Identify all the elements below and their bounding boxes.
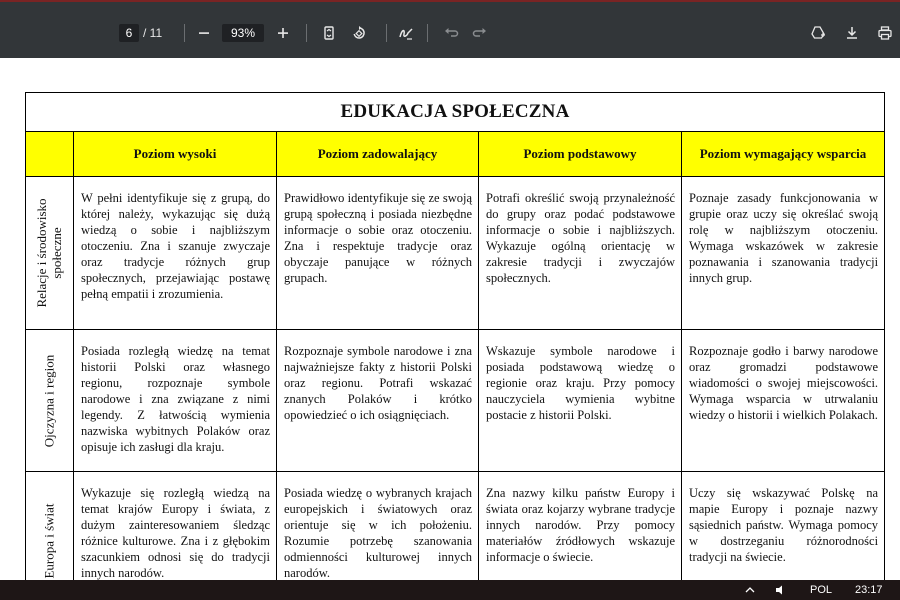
table-cell: Wskazuje symbole narodowe i posiada podstawową wiedzę o regionie oraz kraju. Przy pomocy nauczyciela wymienia wybitne postacie z historii Polski. [479,330,682,472]
download-button[interactable] [844,22,860,44]
table-cell: Wykazuje się rozległą wiedzą na temat krajów Europy i świata, z dużym zainteresowaniem śledząc różnice kulturowe. Zna i z głębokim szacunkiem odnosi się do tradycji innych narodów. [74,472,277,581]
table-row [26,330,885,472]
column-header: Poziom wymagający wsparcia [682,132,885,177]
zoom-out-button[interactable] [196,22,212,44]
clock[interactable]: 23:17 [855,584,883,596]
column-header: Poziom wysoki [74,132,277,177]
rotate-button[interactable] [351,22,367,44]
download-icon [844,25,860,41]
print-icon [877,25,893,41]
draw-icon [398,25,414,41]
table-cell: Posiada wiedzę o wybranych krajach europejskich i światowych oraz orientuje się w ich położeniu. Rozumie potrzebę szanowania odmienności kulturowej innych narodów. [277,472,479,581]
row-label-text: Ojczyzna i region [41,354,57,447]
plus-icon [275,25,291,41]
column-header: Poziom podstawowy [479,132,682,177]
toolbar-divider [427,24,428,42]
header-row [26,132,885,177]
undo-button[interactable] [443,22,459,44]
table-cell: Prawidłowo identyfikuje się ze swoją grupą społeczną i posiada niezbędne informacje o sobie oraz otoczeniu. Zna i respektuje tradycje oraz obyczaje panujące w różnych grupach. [277,177,479,330]
minus-icon [196,25,212,41]
row-label [26,472,74,581]
row-label [26,177,74,330]
undo-icon [443,25,459,41]
rotate-icon [351,25,367,41]
pdf-toolbar [0,0,900,58]
toolbar-divider [184,24,185,42]
table-row [26,177,885,330]
redo-button[interactable] [472,22,488,44]
header-corner [26,132,74,177]
add-to-drive-button[interactable] [809,22,827,44]
zoom-input[interactable]: 93% [222,24,264,42]
language-indicator[interactable]: POL [810,584,833,596]
chevron-up-icon [744,584,756,596]
toolbar-divider [306,24,307,42]
row-label [26,330,74,472]
print-button[interactable] [877,22,893,44]
tray-chevron-button[interactable] [744,583,756,597]
table-row [26,472,885,581]
table-cell: Uczy się wskazywać Polskę na mapie Europy i poznaje nazwy sąsiednich państw. Wymaga pomocy w dostrzeganiu różnorodności tradycji na świecie. [682,472,885,581]
zoom-in-button[interactable] [275,22,291,44]
add-drive-icon [810,25,826,41]
table-cell: Rozpoznaje symbole narodowe i zna najważniejsze fakty z historii Polski oraz regionu. Potrafi wskazać znanych Polaków i krótko opowiedzieć o ich osiągnięciach. [277,330,479,472]
table-cell: Potrafi określić swoją przynależność do grupy oraz podać podstawowe informacje o sobie i najbliższych. Wykazuje ogólną orientację w zakresie tradycji i zwyczajów społecznych. [479,177,682,330]
volume-button[interactable] [775,583,787,597]
column-header: Poziom zadowalający [277,132,479,177]
row-label-text: Europa i świat [41,502,57,579]
table-cell: Zna nazwy kilku państw Europy i świata oraz kojarzy wybrane tradycje innych narodów. Przy pomocy materiałów źródłowych wskazuje informacje o świecie. [479,472,682,581]
table-cell: Poznaje zasady funkcjonowania w grupie oraz uczy się określać swoją rolę w najbliższym otoczeniu. Wymaga wskazówek w zakresie poznawania i szanowania tradycji innych grup. [682,177,885,330]
table-cell: W pełni identyfikuje się z grupą, do której należy, wykazując się dużą wiedzą o sobie i najbliższym otoczeniu. Zna i szanuje zwyczaje oraz tradycje różnych grup społecznych, przejawiając postawę pełną empatii i zrozumienia. [74,177,277,330]
taskbar [0,580,900,600]
document-title: EDUKACJA SPOŁECZNA [26,93,885,132]
table-cell: Posiada rozległą wiedzę na temat historii Polski oraz własnego regionu, rozpoznaje symbole narodowe i zna związane z nimi legendy. Z łatwością wymienia nazwiska wybitnych Polaków oraz opisuje ich zasługi dla kraju. [74,330,277,472]
page-total: / 11 [143,26,163,40]
toolbar-divider [386,24,387,42]
redo-icon [472,25,488,41]
page-number-input[interactable]: 6 [119,24,139,42]
table-cell: Rozpoznaje godło i barwy narodowe oraz gromadzi podstawowe wiadomości o swojej miejscowości. Wymaga wsparcia w utrwalaniu wiedzy o historii i wielkich Polakach. [682,330,885,472]
assessment-table [25,92,885,580]
draw-button[interactable] [398,22,414,44]
fit-page-button[interactable] [321,22,337,44]
window-edge [0,0,900,2]
fit-page-icon [321,25,337,41]
pdf-page [0,58,900,580]
speaker-icon [775,584,787,596]
row-label-text: Relacje i środowisko społeczne [33,198,64,308]
